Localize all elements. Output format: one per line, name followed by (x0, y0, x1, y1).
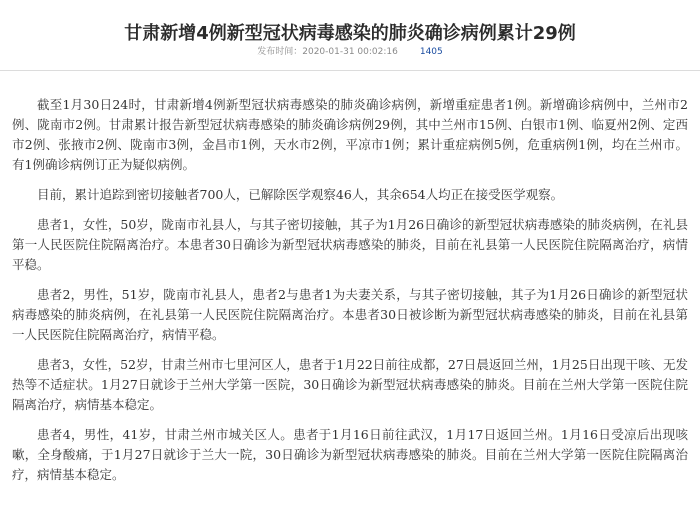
article-title: 甘肃新增4例新型冠状病毒感染的肺炎确诊病例累计29例 (124, 23, 576, 45)
article-body (12, 95, 688, 485)
publish-time-label: 发布时间： (257, 47, 303, 57)
paragraph-patient-2: 患者2，男性，51岁，陇南市礼县人，患者2与患者1为夫妻关系，与其子密切接触，其子为1月26日确诊的新型冠状病毒感染的肺炎病例，在礼县第一人民医院住院隔离治疗。本患者30日被诊断为新型冠状病毒感染的肺炎，目前在礼县第一人民医院住院隔离治疗，病情平稳。 (12, 287, 688, 342)
paragraph-contacts: 目前，累计追踪到密切接触者700人，已解除医学观察46人，其余654人均正在接受医学观察。 (37, 187, 564, 202)
publish-time: 2020-01-31 00:02:16 (302, 47, 398, 57)
article-meta (0, 45, 700, 59)
paragraph-summary: 截至1月30日24时，甘肃新增4例新型冠状病毒感染的肺炎确诊病例，新增重症患者1例。新增确诊病例中，兰州市2例、陇南市2例。甘肃累计报告新型冠状病毒感染的肺炎确诊病例29例，其中兰州市15例、白银市1例、临夏州2例、定西市2例、张掖市2例、陇南市3例，金昌市1例，天水市2例，平凉市1例；累计重症病例5例，危重病例1例，均在兰州市。有1例确诊病例订正为疑似病例。 (12, 97, 688, 172)
title-divider (0, 70, 700, 71)
paragraph-patient-3: 患者3，女性，52岁，甘肃兰州市七里河区人，患者于1月22日前往成都，27日晨返回兰州，1月25日出现干咳、无发热等不适症状。1月27日就诊于兰州大学第一医院，30日确诊为新型冠状病毒感染的肺炎。目前在兰州大学第一医院住院隔离治疗，病情基本稳定。 (12, 357, 688, 412)
view-count: 1405 (419, 47, 443, 57)
paragraph-patient-4: 患者4，男性，41岁，甘肃兰州市城关区人。患者于1月16日前往武汉，1月17日返回兰州。1月16日受凉后出现咳嗽，全身酸痛，于1月27日就诊于兰大一院，30日确诊为新型冠状病毒感染的肺炎。目前在兰州大学第一医院住院隔离治疗，病情基本稳定。 (12, 427, 688, 482)
paragraph-patient-1: 患者1，女性，50岁，陇南市礼县人，与其子密切接触，其子为1月26日确诊的新型冠状病毒感染的肺炎病例，在礼县第一人民医院住院隔离治疗。本患者30日确诊为新型冠状病毒感染的肺炎，目前在礼县第一人民医院住院隔离治疗，病情平稳。 (12, 217, 688, 272)
